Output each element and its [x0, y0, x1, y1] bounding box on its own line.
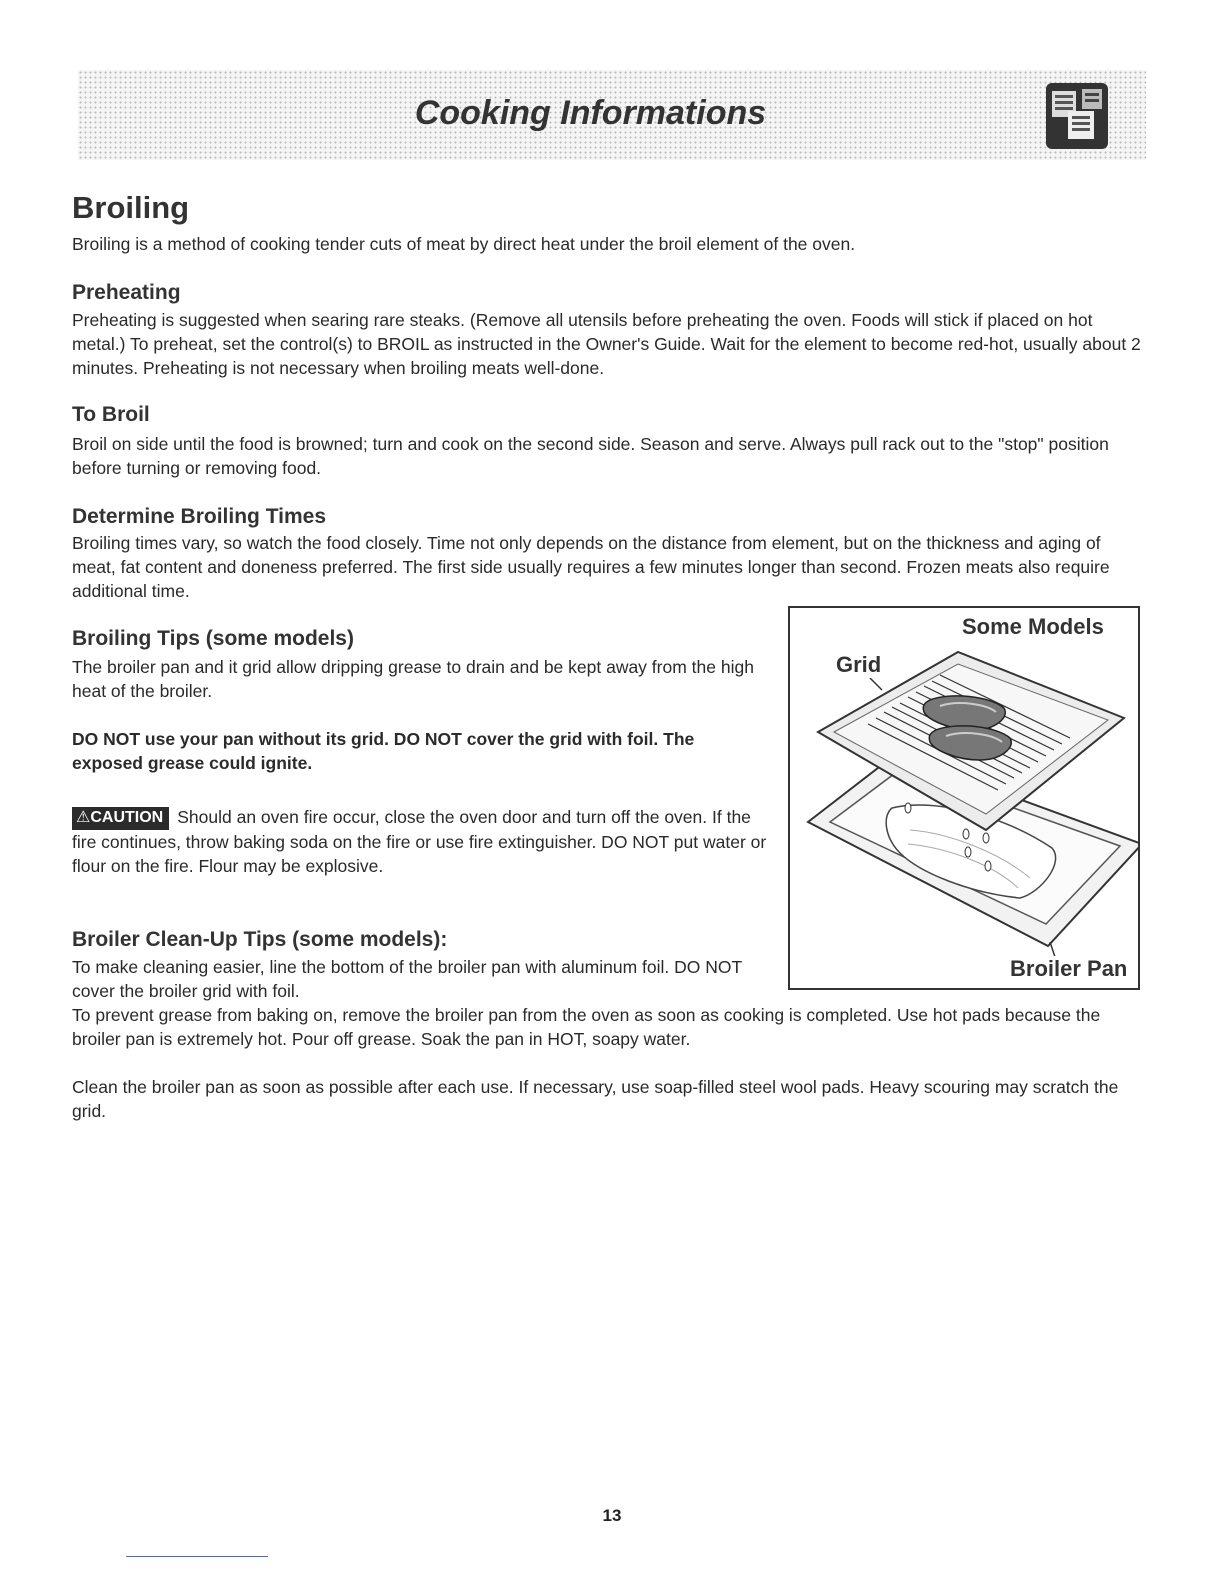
cleanup-text-1: To make cleaning easier, line the bottom of the broiler pan with aluminum foil. DO NOT cover the broiler grid with foil. — [72, 957, 742, 1001]
grid-label: Grid — [836, 652, 882, 677]
broiling-times-heading: Determine Broiling Times — [72, 505, 327, 528]
cleanup-heading: Broiler Clean-Up Tips (some models): — [72, 928, 448, 951]
broiler-pan-label: Broiler Pan — [1010, 956, 1128, 981]
caution-paragraph — [72, 805, 770, 878]
cleanup-text-2: To prevent grease from baking on, remove the broiler pan from the oven as soon as cooking is completed. Use hot pads because the broiler pan is extremely hot. Pour off grease. Soak the pan in HOT, soapy water. — [72, 1005, 1101, 1049]
book-pages-icon — [1046, 83, 1108, 149]
broiling-tips-text: The broiler pan and it grid allow dripping grease to drain and be kept away from the high heat of the broiler. — [72, 657, 754, 701]
section-title-broiling: Broiling — [72, 190, 190, 225]
footer-rule — [126, 1556, 268, 1557]
broiling-tips-heading: Broiling Tips (some models) — [72, 627, 354, 650]
preheating-text: Preheating is suggested when searing rare steaks. (Remove all utensils before preheating the oven. Foods will stick if placed on hot metal.) To preheat, set the control(s) to BROIL as instructed in the Owner's Guide. Wait for the element to become red-hot, usually about 2 minutes. Preheating is not necessary when broiling meats well-done. — [72, 310, 1141, 378]
header-banner — [78, 70, 1146, 160]
broiler-pan-figure — [788, 606, 1140, 990]
caution-badge — [72, 807, 169, 830]
grid-warning: DO NOT use your pan without its grid. DO NOT cover the grid with foil. The exposed grease could ignite. — [72, 729, 695, 773]
cleanup-text-3: Clean the broiler pan as soon as possible after each use. If necessary, use soap-filled steel wool pads. Heavy scouring may scratch the grid. — [72, 1077, 1119, 1121]
page-title: Cooking Informations — [414, 94, 767, 132]
figure-caption: Some Models — [962, 614, 1104, 639]
page-number: 13 — [602, 1506, 622, 1525]
to-broil-text: Broil on side until the food is browned; turn and cook on the second side. Season and serve. Always pull rack out to the "stop" position before turning or removing food. — [72, 434, 1109, 478]
to-broil-heading: To Broil — [72, 403, 150, 426]
warning-triangle-icon: ⚠ — [76, 809, 91, 826]
broiling-times-text: Broiling times vary, so watch the food closely. Time not only depends on the distance from element, but on the thickness and aging of meat, fat content and doneness preferred. The first side usually requires a few minutes longer than second. Frozen meats also require additional time. — [72, 533, 1110, 601]
preheating-heading: Preheating — [72, 281, 181, 304]
broiling-intro: Broiling is a method of cooking tender cuts of meat by direct heat under the broil element of the oven. — [72, 234, 856, 254]
caution-label-text: CAUTION — [90, 809, 164, 826]
caution-text: Should an oven fire occur, close the oven door and turn off the oven. If the fire continues, throw baking soda on the fire or use fire extinguisher. DO NOT put water or flour on the fire. Flour may be explosive. — [72, 807, 767, 876]
